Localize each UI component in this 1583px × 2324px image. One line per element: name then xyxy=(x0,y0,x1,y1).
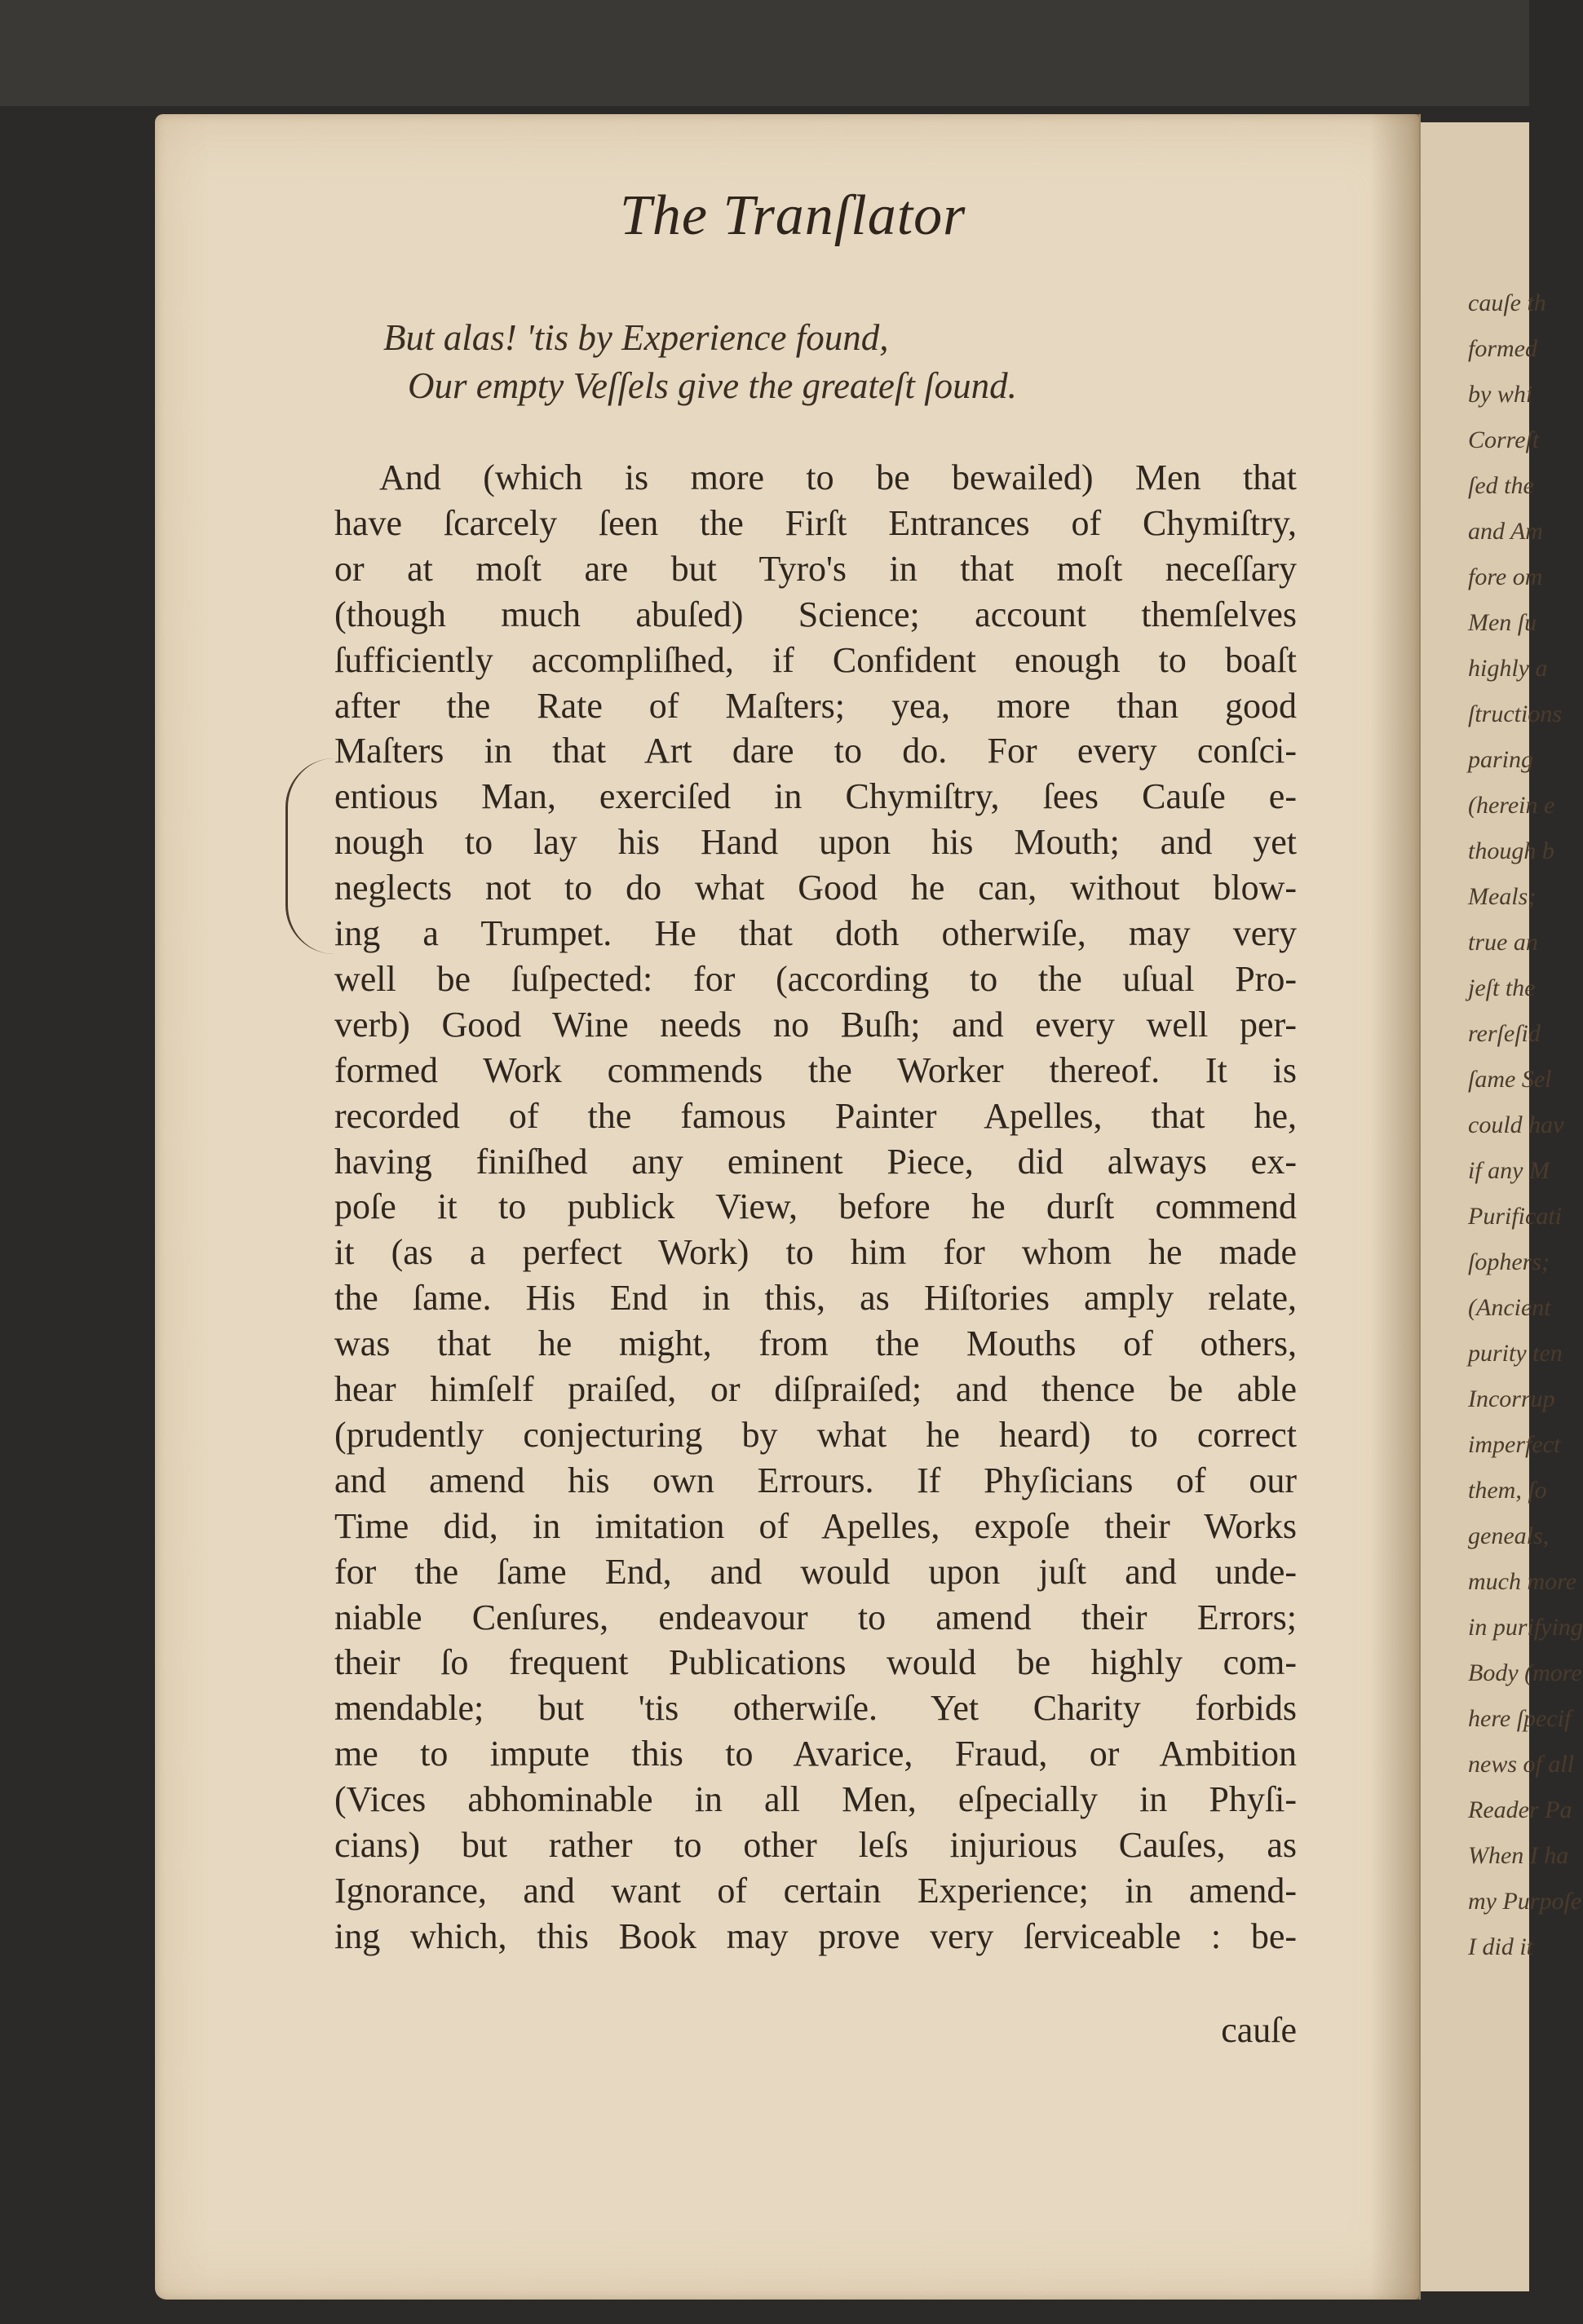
body-line: was that he might, from the Mouths of others, xyxy=(334,1323,1297,1364)
body-line: for the ſame End, and would upon juſt and unde- xyxy=(334,1551,1297,1592)
facing-page-fragment: my Purpoſe xyxy=(1468,1888,1582,1915)
body-line: it (as a perfect Work) to him for whom he made xyxy=(334,1232,1297,1273)
body-line: ing which, this Book may prove very ſerviceable : be- xyxy=(334,1915,1297,1956)
body-line: Maſters in that Art dare to do. For every conſci- xyxy=(334,731,1297,771)
page-title: The Tranſlator xyxy=(620,184,966,247)
scan-background xyxy=(0,0,1529,106)
facing-page-fragment: Body (more xyxy=(1468,1659,1582,1686)
body-line: formed Work commends the Worker thereof. It is xyxy=(334,1049,1297,1090)
body-line: have ſcarcely ſeen the Firſt Entrances of Chymiſtry, xyxy=(334,502,1297,543)
facing-page-fragment: (herein e xyxy=(1468,792,1555,819)
facing-page-fragment: Incorrup xyxy=(1468,1385,1555,1412)
body-line: having finiſhed any eminent Piece, did always ex- xyxy=(334,1141,1297,1182)
facing-page-fragment: though b xyxy=(1468,837,1554,864)
facing-page-fragment: ſame Sel xyxy=(1468,1066,1552,1093)
body-line: well be ſuſpected: for (according to the uſual Pro- xyxy=(334,958,1297,999)
body-line: mendable; but 'tis otherwiſe. Yet Charity forbids xyxy=(334,1688,1297,1729)
catchword: cauſe xyxy=(1221,2010,1297,2050)
body-line: after the Rate of Maſters; yea, more than good xyxy=(334,685,1297,726)
facing-page-fragment: true an xyxy=(1468,929,1538,956)
body-line: ing a Trumpet. He that doth otherwiſe, may very xyxy=(334,913,1297,953)
facing-page-fragment: in purifying xyxy=(1468,1614,1583,1641)
facing-page-fragment: jeſt the xyxy=(1468,974,1536,1001)
facing-page-fragment: news of all xyxy=(1468,1751,1575,1778)
facing-page-fragment: (Ancient xyxy=(1468,1294,1551,1321)
facing-page-fragment: Men ſu xyxy=(1468,609,1537,636)
body-line: and amend his own Errours. If Phyſicians of our xyxy=(334,1460,1297,1500)
margin-bracket-mark xyxy=(285,758,337,954)
facing-page-fragment: ſophers; xyxy=(1468,1248,1550,1275)
facing-page-fragment: cauſe th xyxy=(1468,289,1546,316)
facing-page-fragment: ſtructions xyxy=(1468,700,1563,727)
body-line: (though much abuſed) Science; account themſelves xyxy=(334,594,1297,634)
facing-page-fragment: paring xyxy=(1468,746,1534,773)
facing-page-fragment: here ſpecif xyxy=(1468,1705,1572,1732)
facing-page-fragment: by whi xyxy=(1468,381,1533,408)
facing-page-fragment: and Am xyxy=(1468,518,1543,545)
body-line: cians) but rather to other leſs injurious Cauſes, as xyxy=(334,1825,1297,1865)
facing-page-fragment: if any M xyxy=(1468,1157,1550,1184)
facing-page-fragment: imperfect xyxy=(1468,1431,1561,1458)
body-line: Time did, in imitation of Apelles, expoſe their Works xyxy=(334,1505,1297,1546)
body-line: nough to lay his Hand upon his Mouth; and yet xyxy=(334,822,1297,863)
body-line: (Vices abhominable in all Men, eſpecially in Phyſi- xyxy=(334,1779,1297,1820)
body-line: recorded of the famous Painter Apelles, that he, xyxy=(334,1095,1297,1136)
body-line: niable Cenſures, endeavour to amend their Errors; xyxy=(334,1597,1297,1637)
facing-page-fragment: Correſt xyxy=(1468,426,1540,453)
body-line: ſufficiently accompliſhed, if Confident enough to boaſt xyxy=(334,639,1297,680)
body-line: their ſo frequent Publications would be highly com- xyxy=(334,1642,1297,1683)
body-line: (prudently conjecturing by what he heard) to correct xyxy=(334,1414,1297,1455)
facing-page-fragment: could hav xyxy=(1468,1111,1564,1138)
facing-page-fragment: much more xyxy=(1468,1568,1577,1595)
facing-page-fragment: I did it xyxy=(1468,1933,1533,1960)
verse-line-2: Our empty Veſſels give the greateſt ſound. xyxy=(408,365,1017,406)
facing-page-fragment: geneals, xyxy=(1468,1522,1550,1549)
facing-page-fragment: ſed the xyxy=(1468,472,1534,499)
facing-page-fragment: purity ten xyxy=(1468,1340,1563,1367)
body-line: Ignorance, and want of certain Experience; in amend- xyxy=(334,1870,1297,1911)
facing-page-fragment: formed xyxy=(1468,335,1537,362)
facing-page-fragment: When I ha xyxy=(1468,1842,1569,1869)
facing-page-fragment: fore om xyxy=(1468,563,1543,590)
body-line: neglects not to do what Good he can, without blow- xyxy=(334,868,1297,908)
body-line: entious Man, exerciſed in Chymiſtry, ſees Cauſe e- xyxy=(334,776,1297,817)
facing-page xyxy=(1421,122,1583,2291)
body-line: verb) Good Wine needs no Buſh; and every well per- xyxy=(334,1004,1297,1045)
facing-page-fragment: Reader Pa xyxy=(1468,1796,1572,1823)
body-line: me to impute this to Avarice, Fraud, or Ambition xyxy=(334,1734,1297,1774)
facing-page-fragment: highly a xyxy=(1468,655,1548,682)
body-line: the ſame. His End in this, as Hiſtories amply relate, xyxy=(334,1278,1297,1319)
body-line: or at moſt are but Tyro's in that moſt neceſſary xyxy=(334,548,1297,589)
body-line: poſe it to publick View, before he durſt commend xyxy=(334,1186,1297,1227)
body-line: hear himſelf praiſed, or diſpraiſed; and thence be able xyxy=(334,1369,1297,1409)
body-line: And (which is more to be bewailed) Men that xyxy=(379,457,1297,497)
facing-page-fragment: Purificati xyxy=(1468,1203,1562,1230)
facing-page-fragment: Meals; xyxy=(1468,883,1537,910)
verse-line-1: But alas! 'tis by Experience found, xyxy=(383,317,889,358)
facing-page-fragment: them, ſo xyxy=(1468,1477,1547,1504)
facing-page-fragment: rerſeſid xyxy=(1468,1020,1541,1047)
